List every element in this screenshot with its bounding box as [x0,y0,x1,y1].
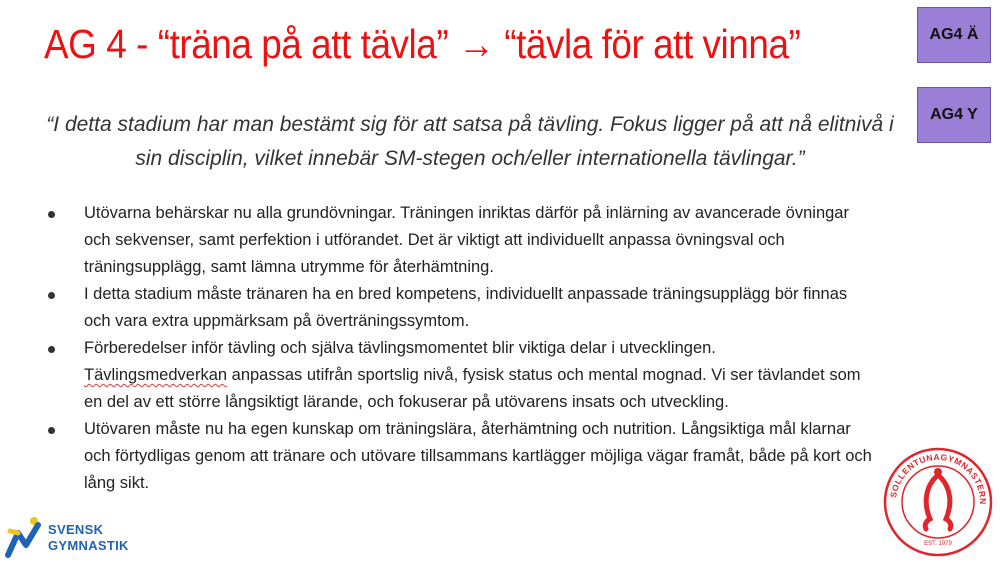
bullet-text: Utövarna behärskar nu alla grundövningar. Träningen inriktas därför på inlärning av avancerade övningar och sekvenser, samt perfektion i utförandet. Det är viktigt att individuellt anpassa övningsval och träningsupplägg, samt lämna utrymme för återhämtning. [84,204,849,276]
logo-line2: GYMNASTIK [48,538,129,553]
slide-title: AG 4 - “träna på att tävla” → “tävla för att vinna” [44,21,801,67]
bullet-text-continued: anpassas utifrån sportslig nivå, fysisk status och mental mognad. Vi ser tävlandet som en del av ett större långsiktigt lärande, och fokuserar på utövarens insats och utveckling. [84,366,861,411]
list-item [42,416,872,497]
spellcheck-flagged-word: Tävlingsmedverkan [84,366,228,384]
gymnast-figure-icon [4,515,48,559]
tag-ag4-y-button[interactable]: AG4 Y [917,87,991,143]
bullet-list [42,200,872,497]
list-item [42,335,872,416]
bullet-icon [48,292,55,299]
svg-text:EST. 1979: EST. 1979 [924,541,952,547]
list-item [42,200,872,281]
svensk-gymnastik-logo [4,515,154,559]
bullet-icon [48,346,55,353]
bullet-text: Förberedelser inför tävling och själva tävlingsmomentet blir viktiga delar i utvecklingen. [84,339,716,357]
sollentuna-seal-logo [880,445,996,559]
bullet-icon [48,211,55,218]
bullet-icon [48,427,55,434]
svg-text:SOLLENTUNAGYMNASTERNA: SOLLENTUNAGYMNASTERN [888,451,989,505]
list-item [42,281,872,335]
bullet-text: I detta stadium måste tränaren ha en bred kompetens, individuellt anpassade träningsupplägg bör finnas och vara extra uppmärksam på överträningssymtom. [84,285,848,330]
bullet-text: Utövaren måste nu ha egen kunskap om träningslära, återhämtning och nutrition. Långsiktiga mål klarnar och förtydligas genom att tränare och utövare tillsammans kartlägger möjliga vägar framåt, både på kort och lång sikt. [84,420,872,492]
logo-line1: SVENSK [48,522,104,537]
tag-ag4-a-button[interactable]: AG4 Ä [917,7,991,63]
intro-quote: “I detta stadium har man bestämt sig för att satsa på tävling. Fokus ligger på att nå elitnivå i sin disciplin, vilket innebär SM-stegen och/eller internationella tävlingar.” [46,113,894,170]
